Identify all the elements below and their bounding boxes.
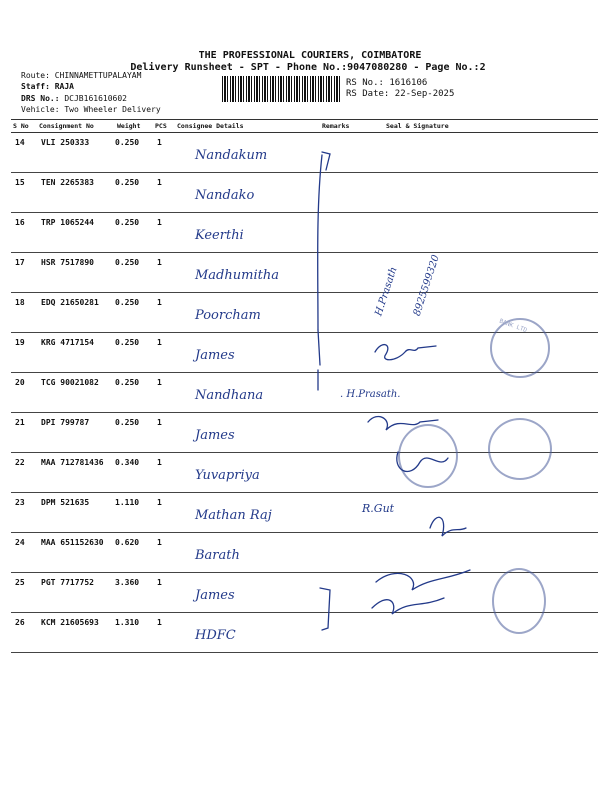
- vertical-name: H.Prasath: [373, 265, 400, 318]
- rs-date-label: RS Date:: [346, 89, 390, 99]
- row-consignment: TRP 1065244: [37, 213, 115, 253]
- consignee-handwriting: Nandako: [195, 188, 255, 203]
- signature-scribbles: [0, 140, 600, 660]
- table-header-row: [11, 120, 598, 133]
- vehicle-value: Two Wheeler Delivery: [64, 105, 161, 114]
- row-weight: 0.250: [115, 213, 153, 253]
- rs-number-line: [346, 78, 427, 88]
- drs-line: [21, 94, 127, 103]
- row-consignment: KRG 4717154: [37, 333, 115, 373]
- drs-label: DRS No.:: [21, 94, 60, 103]
- route-line: [21, 71, 141, 80]
- remark-mark-row14: [322, 152, 330, 170]
- vehicle-label: Vehicle:: [21, 105, 60, 114]
- consignee-handwriting: Keerthi: [195, 228, 244, 243]
- consignee-handwriting: Mathan Raj: [195, 508, 272, 523]
- row-consignment: PGT 7717752: [37, 573, 115, 613]
- row-pcs: 1: [153, 213, 175, 253]
- row-weight: 1.110: [115, 493, 153, 533]
- row-weight: 3.360: [115, 573, 153, 613]
- vertical-phone: 8925599320: [411, 253, 442, 318]
- signature-row21: [368, 417, 438, 430]
- row-consignment: HSR 7517890: [37, 253, 115, 293]
- row-pcs: 1: [153, 133, 175, 173]
- row-pcs: 1: [153, 373, 175, 413]
- row-pcs: 1: [153, 333, 175, 373]
- consignee-handwriting: Nandakum: [195, 148, 268, 163]
- consignee-handwriting: James: [195, 428, 235, 443]
- row-pcs: 1: [153, 453, 175, 493]
- signature-row19: [375, 345, 436, 360]
- row-weight: 0.340: [115, 453, 153, 493]
- row-pcs: 1: [153, 413, 175, 453]
- col-consignment: Consignment No: [37, 120, 115, 133]
- row-pcs: 1: [153, 293, 175, 333]
- remark-prasath: . H.Prasath.: [340, 389, 401, 400]
- consignee-handwriting: Yuvapriya: [195, 468, 260, 483]
- staff-label: Staff:: [21, 82, 50, 91]
- col-sno: S No: [11, 120, 37, 133]
- row-weight: 0.250: [115, 133, 153, 173]
- runsheet-title: THE PROFESSIONAL COURIERS, COIMBATORE: [198, 50, 422, 61]
- row-sno: 23: [11, 493, 37, 533]
- rs-no-label: RS No.:: [346, 78, 384, 88]
- row-consignment: EDQ 21650281: [37, 293, 115, 333]
- row-weight: 0.620: [115, 533, 153, 573]
- row-pcs: 1: [153, 533, 175, 573]
- row-sno: 22: [11, 453, 37, 493]
- row-consignment: DPI 799787: [37, 413, 115, 453]
- row-sno: 24: [11, 533, 37, 573]
- row-sno: 26: [11, 613, 37, 653]
- rs-date-value: 22-Sep-2025: [394, 89, 455, 99]
- row-sno: 18: [11, 293, 37, 333]
- barcode-image: [222, 76, 340, 102]
- col-seal: Seal & Signature: [366, 120, 598, 133]
- row-weight: 0.250: [115, 413, 153, 453]
- row-pcs: 1: [153, 573, 175, 613]
- row-sno: 16: [11, 213, 37, 253]
- col-consignee: Consignee Details: [175, 120, 320, 133]
- rs-date-line: [346, 89, 454, 99]
- signature-row25: [376, 570, 470, 590]
- staff-line: [21, 82, 74, 91]
- row-consignment: TEN 2265383: [37, 173, 115, 213]
- col-weight: Weight: [115, 120, 153, 133]
- signature-row24: [430, 517, 466, 536]
- runsheet-subtitle: Delivery Runsheet - SPT - Phone No.:9047080280 - Page No.:2: [130, 62, 486, 73]
- row-consignment: TCG 90021082: [37, 373, 115, 413]
- row-consignment: VLI 250333: [37, 133, 115, 173]
- row-consignment: DPM 521635: [37, 493, 115, 533]
- col-pcs: PCS: [153, 120, 175, 133]
- row-weight: 0.250: [115, 373, 153, 413]
- route-value: CHINNAMETTUPALAYAM: [54, 71, 142, 80]
- row-sno: 17: [11, 253, 37, 293]
- consignee-handwriting: Madhumitha: [195, 268, 279, 283]
- row-sno: 19: [11, 333, 37, 373]
- drs-value: DCJB161610602: [64, 94, 127, 103]
- row-sno: 15: [11, 173, 37, 213]
- row-pcs: 1: [153, 253, 175, 293]
- row-weight: 0.250: [115, 253, 153, 293]
- row-weight: 0.250: [115, 173, 153, 213]
- remark-rgut: R.Gut: [362, 502, 395, 515]
- row-consignment: MAA 712781436: [37, 453, 115, 493]
- row-consignment: KCM 21605693: [37, 613, 115, 653]
- signature-row26: [372, 598, 444, 614]
- consignee-handwriting: HDFC: [195, 628, 236, 643]
- row-sno: 21: [11, 413, 37, 453]
- row-consignment: MAA 651152630: [37, 533, 115, 573]
- route-label: Route:: [21, 71, 50, 80]
- row-pcs: 1: [153, 493, 175, 533]
- rs-no-value: 1616106: [389, 78, 428, 88]
- row-pcs: 1: [153, 613, 175, 653]
- row-pcs: 1: [153, 173, 175, 213]
- consignee-handwriting: Nandhana: [195, 388, 264, 403]
- row-sno: 20: [11, 373, 37, 413]
- bank-stamp-1-text: BANK LTD: [498, 317, 528, 335]
- consignee-handwriting: James: [195, 348, 235, 363]
- row-weight: 0.250: [115, 293, 153, 333]
- signature-row22: [397, 452, 448, 471]
- col-remarks: Remarks: [320, 120, 366, 133]
- row-sno: 25: [11, 573, 37, 613]
- remark-bracket-row26: [320, 588, 330, 630]
- vehicle-line: [21, 105, 161, 114]
- staff-value: RAJA: [54, 82, 74, 91]
- consignee-handwriting: Barath: [195, 548, 240, 563]
- row-weight: 0.250: [115, 333, 153, 373]
- row-sno: 14: [11, 133, 37, 173]
- consignee-handwriting: Poorcham: [195, 308, 261, 323]
- remark-long-stroke: [318, 155, 322, 330]
- row-weight: 1.310: [115, 613, 153, 653]
- consignee-handwriting: James: [195, 588, 235, 603]
